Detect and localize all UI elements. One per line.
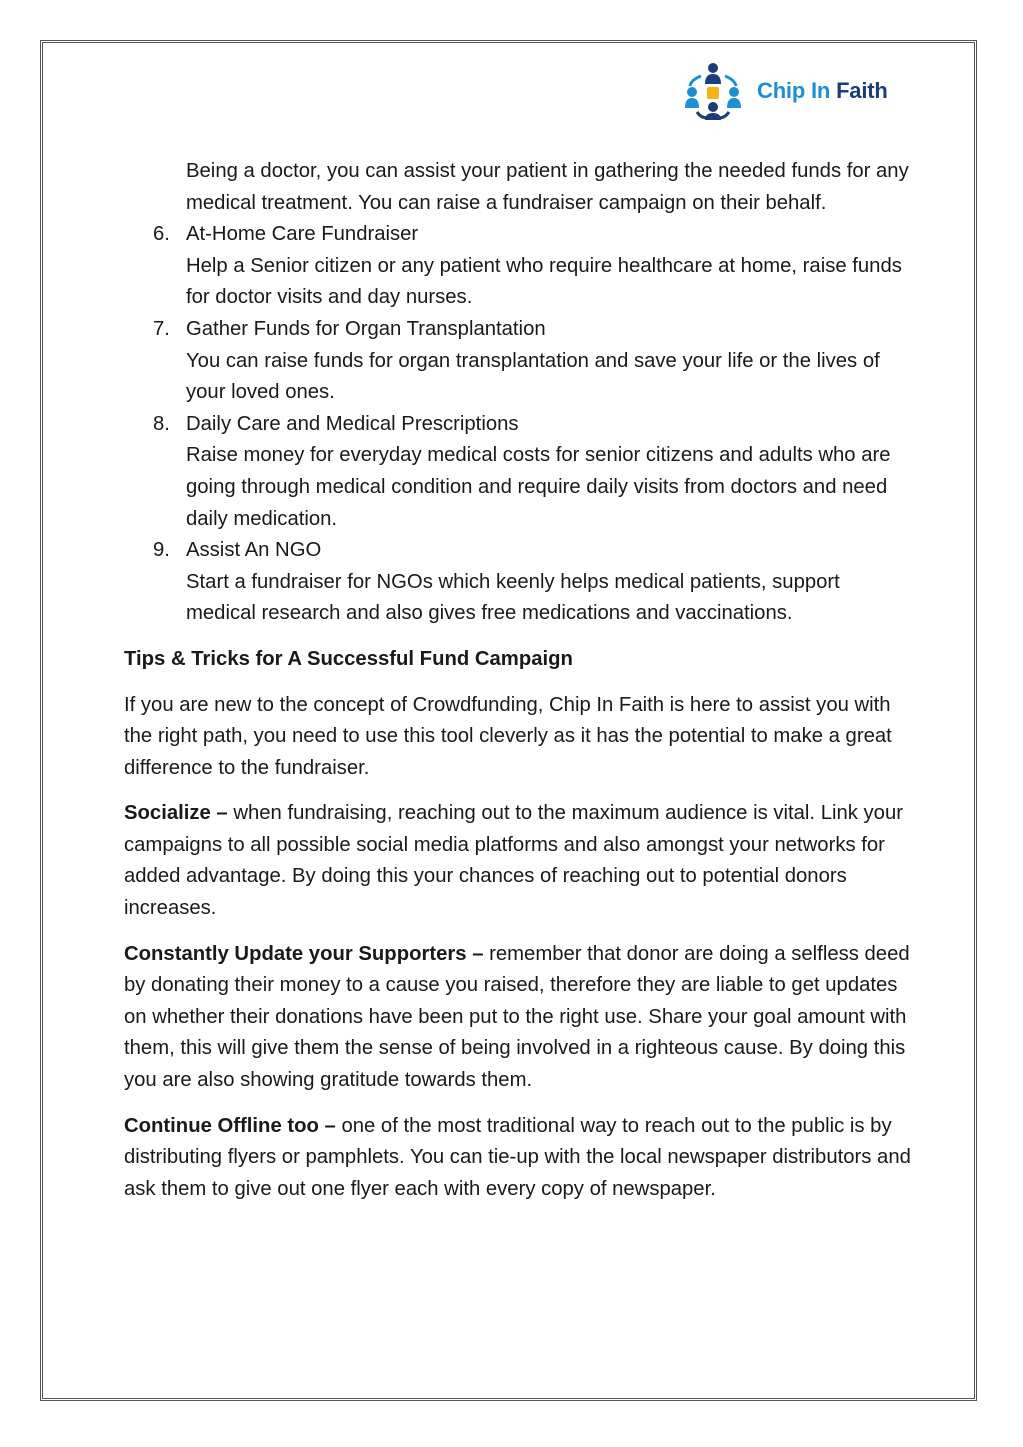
logo-word-faith: Faith [836, 78, 888, 103]
list-number: 9. [153, 539, 170, 562]
logo-text [757, 78, 888, 104]
list-item [153, 219, 914, 314]
section-heading: Tips & Tricks for A Successful Fund Campaign [124, 647, 573, 670]
tip-label: Socialize – [124, 802, 228, 825]
tip-text: remember that donor are doing a selfless deed by donating their money to a cause you raised, therefore they are liable to get updates on whether their donations have been put to the right use. Share your goal amount with them, this will give them the sense of being involved in a righteous cause. By doing this you are also showing gratitude towards them. [124, 942, 910, 1092]
intro-paragraph: If you are new to the concept of Crowdfunding, Chip In Faith is here to assist you with the right path, you need to use this tool cleverly as it has the potential to make a great difference to the fundraiser. [124, 693, 892, 779]
list-item-title: Assist An NGO [186, 539, 322, 562]
list-item [153, 314, 914, 409]
tip-paragraph-offline [124, 1111, 914, 1206]
logo [683, 61, 888, 121]
intro-text: Being a doctor, you can assist your patient in gathering the needed funds for any medical treatment. You can raise a fundraiser campaign on their behalf. [186, 160, 909, 214]
list-item-title: At-Home Care Fundraiser [186, 223, 419, 246]
tip-paragraph-update-supporters [124, 939, 914, 1097]
list-item-title: Daily Care and Medical Prescriptions [186, 412, 519, 435]
list-number: 7. [153, 317, 170, 340]
list-item [153, 535, 914, 630]
tip-paragraph-socialize [124, 798, 914, 924]
tip-label: Constantly Update your Supporters – [124, 942, 484, 965]
list-item-description: Raise money for everyday medical costs for senior citizens and adults who are going through medical condition and require daily visits from doctors and need daily medication. [186, 444, 891, 530]
list-number: 6. [153, 223, 170, 246]
numbered-list [124, 219, 914, 630]
list-item-description: You can raise funds for organ transplantation and save your life or the lives of your loved ones. [186, 349, 880, 404]
logo-word-chip-in: Chip In [757, 78, 831, 103]
chip-in-faith-logo-icon [683, 62, 743, 120]
list-item [153, 409, 914, 535]
tip-text: when fundraising, reaching out to the maximum audience is vital. Link your campaigns to all possible social media platforms and also amongst your networks for added advantage. By doing this your chances of reaching out to potential donors increases. [124, 802, 903, 920]
list-item-description: Help a Senior citizen or any patient who require healthcare at home, raise funds for doctor visits and day nurses. [186, 254, 902, 309]
list-item-title: Gather Funds for Organ Transplantation [186, 317, 546, 340]
tip-label: Continue Offline too – [124, 1114, 336, 1137]
tip-text: one of the most traditional way to reach out to the public is by distributing flyers or pamphlets. You can tie-up with the local newspaper distributors and ask them to give out one flyer each with every copy of newspaper. [124, 1114, 911, 1200]
document-body [124, 156, 914, 1205]
list-item-description: Start a fundraiser for NGOs which keenly helps medical patients, support medical research and also gives free medications and vaccinations. [186, 570, 840, 625]
list-number: 8. [153, 412, 170, 435]
